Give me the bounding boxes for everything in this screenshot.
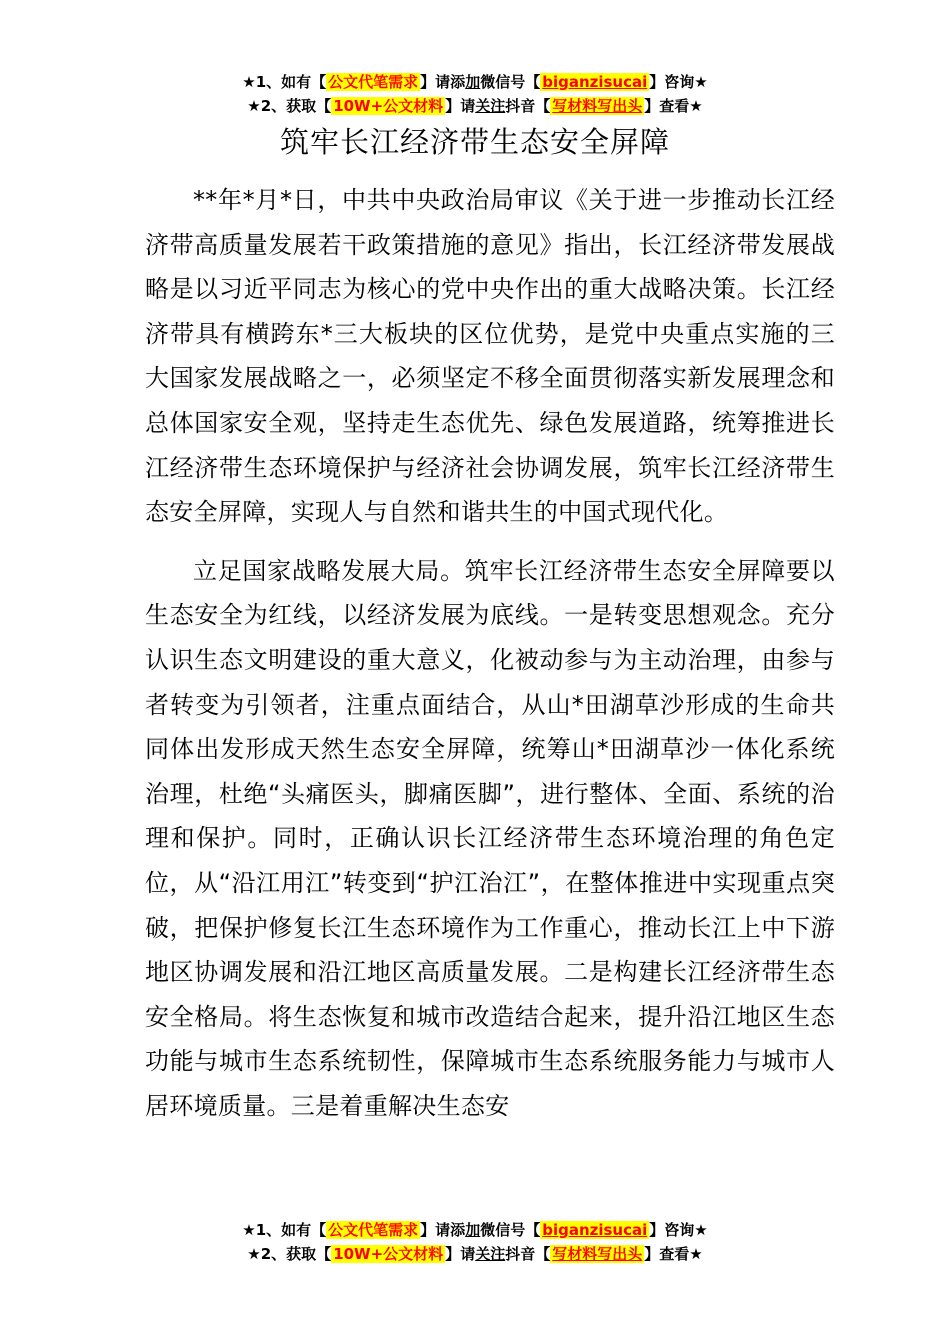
promo-line-1-suffix: 】咨询★ xyxy=(649,1221,708,1239)
promo-line-1-wechat-id[interactable]: biganzisucai xyxy=(542,1221,648,1239)
promo-line-1-text-a: 】请添 xyxy=(420,1221,466,1239)
promo-line-2-highlight-materials: 10W+公文材料 xyxy=(333,1245,444,1263)
promo-line-1 xyxy=(0,70,950,94)
promo-line-2-text-a: 】请 xyxy=(445,1245,476,1263)
promo-line-2-text-b: 关注 xyxy=(475,1245,506,1263)
promo-line-2-suffix: 】查看★ xyxy=(644,97,703,115)
promo-line-2-text-c: 抖音【 xyxy=(505,97,551,115)
promo-line-2 xyxy=(0,1242,950,1266)
promo-line-1-highlight-service: 公文代笔需求 xyxy=(328,73,419,91)
promo-line-1-wechat-id[interactable]: biganzisucai xyxy=(542,73,648,91)
promo-line-1-text-c: 微信号【 xyxy=(480,73,541,91)
promo-line-2-douyin-account[interactable]: 写材料写出头 xyxy=(552,97,643,115)
promo-line-1-text-b: 加 xyxy=(465,1221,481,1239)
document-body xyxy=(145,178,835,1142)
promo-line-2-douyin-account[interactable]: 写材料写出头 xyxy=(552,1245,643,1263)
promo-line-1-prefix: ★1、如有【 xyxy=(242,73,327,91)
promo-line-1-suffix: 】咨询★ xyxy=(649,73,708,91)
promo-line-1-text-c: 微信号【 xyxy=(480,1221,541,1239)
promo-line-1 xyxy=(0,1218,950,1242)
promo-line-2-prefix: ★2、获取【 xyxy=(247,97,332,115)
promo-line-1-text-a: 】请添 xyxy=(420,73,466,91)
promo-line-2-suffix: 】查看★ xyxy=(644,1245,703,1263)
promo-line-2-prefix: ★2、获取【 xyxy=(247,1245,332,1263)
promo-line-2-text-c: 抖音【 xyxy=(505,1245,551,1263)
promo-line-2-text-b: 关注 xyxy=(475,97,506,115)
promo-line-2 xyxy=(0,94,950,118)
promo-line-2-text-a: 】请 xyxy=(445,97,476,115)
paragraph-strategy: 立足国家战略发展大局。筑牢长江经济带生态安全屏障要以生态安全为红线，以经济发展为底线。一是转变思想观念。充分认识生态文明建设的重大意义，化被动参与为主动治理，由参与者转变为引领者，注重点面结合，从山*田湖草沙形成的生命共同体出发形成天然生态安全屏障，统筹山*田湖草沙一体化系统治理，杜绝“头痛医头，脚痛医脚”，进行整体、全面、系统的治理和保护。同时，正确认识长江经济带生态环境治理的角色定位，从“沿江用江”转变到“护江治江”，在整体推进中实现重点突破，把保护修复长江生态环境作为工作重心，推动长江上中下游地区协调发展和沿江地区高质量发展。二是构建长江经济带生态安全格局。将生态恢复和城市改造结合起来，提升沿江地区生态功能与城市生态系统韧性，保障城市生态系统服务能力与城市人居环境质量。三是着重解决生态安 xyxy=(145,556,835,1120)
promo-line-1-text-b: 加 xyxy=(465,73,481,91)
promo-line-2-highlight-materials: 10W+公文材料 xyxy=(333,97,444,115)
promo-banner-top xyxy=(0,70,950,118)
document-title: 筑牢长江经济带生态安全屏障 xyxy=(279,125,670,159)
promo-banner-bottom xyxy=(0,1218,950,1266)
promo-line-1-highlight-service: 公文代笔需求 xyxy=(328,1221,419,1239)
paragraph-intro: **年*月*日，中共中央政治局审议《关于进一步推动长江经济带高质量发展若干政策措施的意见》指出，长江经济带发展战略是以习近平同志为核心的党中央作出的重大战略决策。长江经济带具有横跨东*三大板块的区位优势，是党中央重点实施的三大国家发展战略之一，必须坚定不移全面贯彻落实新发展理念和总体国家安全观，坚持走生态优先、绿色发展道路，统筹推进长江经济带生态环境保护与经济社会协调发展，筑牢长江经济带生态安全屏障，实现人与自然和谐共生的中国式现代化。 xyxy=(145,186,835,527)
promo-line-1-prefix: ★1、如有【 xyxy=(242,1221,327,1239)
